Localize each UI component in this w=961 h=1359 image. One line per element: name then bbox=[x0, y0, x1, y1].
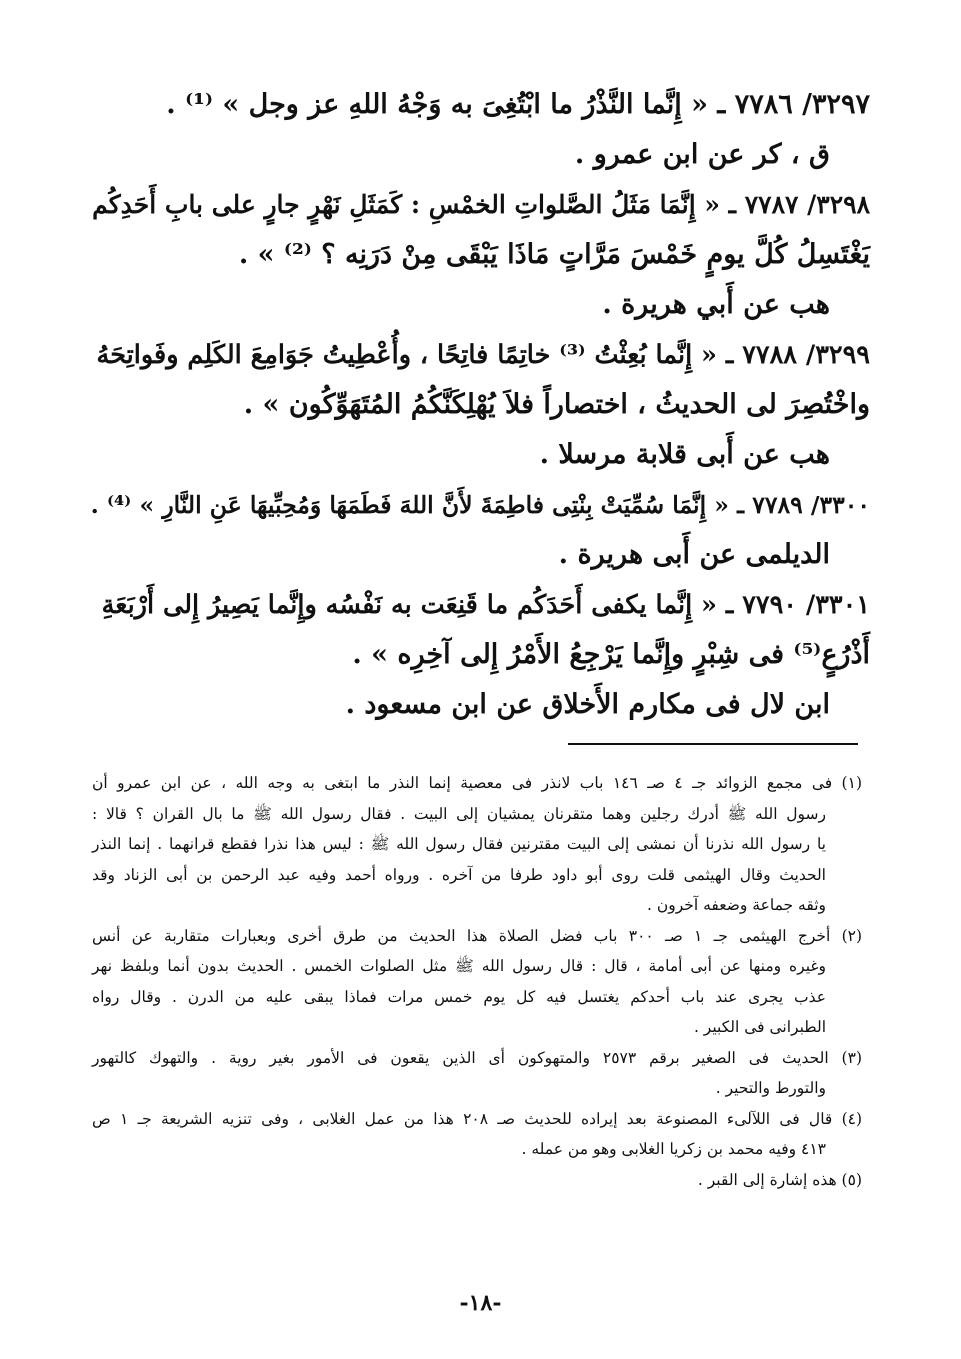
footnotes bbox=[92, 768, 862, 1195]
footnote-2-line: عذب يجرى عند باب أحدكم يغتسل فيه كل يوم خمس مرات فماذا يبقى عليه من الدرن . وقال رواه bbox=[92, 987, 826, 1006]
source-line: ابن لال فى مكارم الأَخلاق عن ابن مسعود . bbox=[345, 689, 830, 720]
footnote-2-line: وغيره ومنها عن أبى أمامة ، قال : قال رسول الله ﷺ مثل الصلوات الخمس . الحديث بدون أنما وبلفظ نهر bbox=[92, 957, 826, 975]
hadith-3301-line-2: أَذْرُعٍ⁽⁵⁾ فى شِبْرٍ وإِنَّما يَرْجِعُ الأَمْرُ إِلى آخِرِه » . bbox=[352, 639, 870, 670]
footnote-1-line: الحديث وقال الهيثمى قلت روى أبو داود طرفا من آخره . ورواه أحمد وفيه عبد الرحمن بن أبى الزناد وقد bbox=[92, 865, 826, 884]
footnote-4-line: (٤) قال فى اللآلىء المصنوعة بعد إيراده للحديث صـ ٢٠٨ هذا من عمل الغلابى ، وفى تنزيه الشريعة جـ ١ ص bbox=[92, 1109, 863, 1128]
footnote-1-line: وثقه جماعة وضعفه آخرون . bbox=[647, 896, 826, 914]
footnote-2-line: الطبرانى فى الكبير . bbox=[693, 1018, 826, 1036]
hadith-3301-line-1: ٣٣٠١/ ٧٧٩٠ ـ « إِنَّما يكفى أَحَدَكُم ما قَنِعَت به نَفْسُه وإِنَّما يَصِيرُ إِلى أَرْبَعَةِ bbox=[101, 590, 870, 620]
footnote-separator bbox=[568, 743, 858, 745]
footnote-4-line: ٤١٣ وفيه محمد بن زكريا الغلابى وهو من عمله . bbox=[521, 1140, 826, 1158]
hadith-3297-line: ٣٢٩٧/ ٧٧٨٦ ـ « إِنَّما النَّذْرُ ما ابْتُغِىَ به وَجْهُ اللهِ عز وجل » ⁽¹⁾ . bbox=[166, 89, 870, 120]
hadith-3300-line: ٣٣٠٠/ ٧٧٨٩ ـ « إِنَّمَا سُمِّيَتْ بِنْتِى فاطِمَةَ لأَنَّ اللهَ فَطَمَهَا وَمُحِبِّيهَا عَنِ النَّارِ » ⁽⁴⁾ . bbox=[90, 491, 870, 519]
footnote-1-line: يا رسول الله نذرنا أن نمشى إلى البيت مقترنين فقال رسول الله ﷺ : ليس هذا نذرا فقطع قرانهما . إنما النذر bbox=[92, 835, 826, 853]
footnote-1-line: (١) فى مجمع الزوائد جـ ٤ صـ ١٤٦ باب لانذر فى معصية إنما النذر ما ابتغى به وجه الله ، عن ابن عمرو أن bbox=[92, 774, 862, 792]
source-line: هب عن أَبي هريرة . bbox=[602, 289, 830, 320]
page-number: -١٨- bbox=[459, 1290, 502, 1316]
footnote-2-line: (٢) أخرج الهيثمى جـ ١ صـ ٣٠٠ باب فضل الصلاة هذا الحديث من طرق أخرى وبعبارات متقاربة عن أنس bbox=[92, 926, 863, 945]
hadith-3299-line-1: ٣٢٩٩/ ٧٧٨٨ ـ « إِنَّما بُعِثْتُ ⁽³⁾ خاتِمًا فاتِحًا ، وأُعْطِيتُ جَوَامِعَ الكَلِم وفَواتِحَهُ bbox=[96, 340, 870, 370]
footnote-3-line: (٣) الحديث فى الصغير برقم ٢٥٧٣ والمتهوكون أى الذين يقعون فى الأمور بغير روية . والتهوك كالتهور bbox=[92, 1048, 862, 1067]
hadith-3299-line-2: واخْتُصِرَ لى الحديثُ ، اختصاراً فلاَ يُهْلِكَنَّكُمُ المُتَهَوِّكُون » . bbox=[243, 389, 870, 420]
footnote-3-line: والتورط والتحير . bbox=[715, 1079, 826, 1097]
source-line: الديلمى عن أَبى هريرة . bbox=[558, 539, 830, 570]
footnote-1-line: رسول الله ﷺ أدرك رجلين وهما متقرنان يمشيان إلى البيت . فقال رسول الله ﷺ ما بال القران ؟ قالا : bbox=[92, 804, 826, 823]
source-line: ق ، كر عن ابن عمرو . bbox=[574, 139, 830, 170]
footnote-5-line: (٥) هذه إشارة إلى القبر . bbox=[697, 1170, 862, 1189]
hadith-3298-line-2: يَغْتَسِلُ كُلَّ يومٍ خَمْسَ مَرَّاتٍ مَاذَا يَبْقَى مِنْ دَرَنِه ؟ ⁽²⁾ » . bbox=[238, 239, 870, 270]
hadith-3298-line-1: ٣٢٩٨/ ٧٧٨٧ ـ « إِنَّمَا مَثَلُ الصَّلواتِ الخمْسِ : كَمَثَلِ نَهْرٍ جارٍ على بابِ أَحَدِكُم bbox=[92, 190, 870, 219]
source-line: هب عن أَبى قلابة مرسلا . bbox=[539, 439, 830, 470]
